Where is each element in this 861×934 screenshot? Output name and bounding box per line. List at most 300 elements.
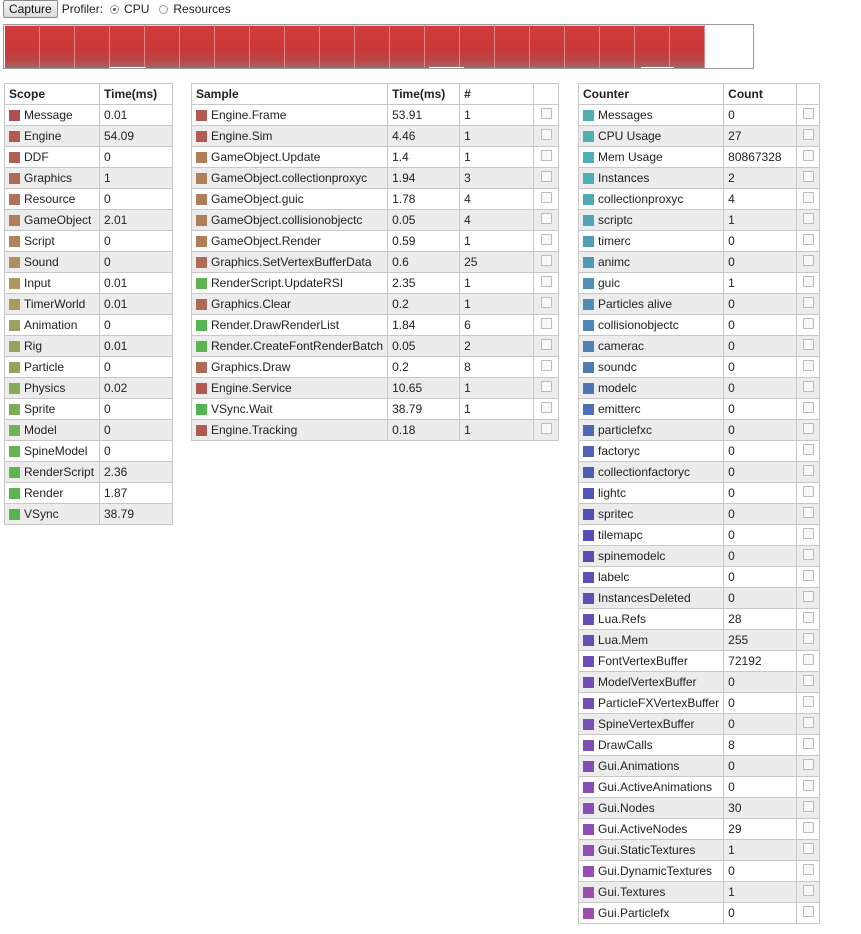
- sample-toggle-cell: [534, 168, 559, 189]
- color-swatch: [9, 131, 20, 142]
- frame-bar[interactable]: [215, 25, 249, 68]
- color-swatch: [9, 446, 20, 457]
- counter-count: 0: [724, 693, 797, 714]
- sample-name: Engine.Tracking: [211, 423, 298, 437]
- counter-count: 0: [724, 441, 797, 462]
- scope-row[interactable]: [5, 273, 173, 294]
- sample-time: 1.94: [388, 168, 460, 189]
- counter-toggle-cell: [797, 210, 820, 231]
- counter-name: spritec: [598, 507, 634, 521]
- capture-button[interactable]: Capture: [3, 0, 58, 18]
- scope-row[interactable]: [5, 168, 173, 189]
- scope-row[interactable]: [5, 126, 173, 147]
- counter-name: Gui.Animations: [598, 759, 680, 773]
- counter-toggle-checkbox[interactable]: [803, 360, 814, 371]
- counter-toggle-cell: [797, 672, 820, 693]
- counter-row[interactable]: [579, 756, 820, 777]
- sample-toggle-checkbox[interactable]: [541, 339, 552, 350]
- counter-count: 27: [724, 126, 797, 147]
- counter-name-cell: [579, 336, 724, 357]
- scope-time-header[interactable]: Time(ms): [100, 84, 173, 105]
- scope-row[interactable]: [5, 189, 173, 210]
- frame-bar[interactable]: [320, 25, 354, 68]
- color-swatch: [583, 530, 594, 541]
- sample-row[interactable]: [192, 189, 559, 210]
- color-swatch: [196, 110, 207, 121]
- sample-toggle-checkbox[interactable]: [541, 423, 552, 434]
- counter-toggle-checkbox[interactable]: [803, 276, 814, 287]
- color-swatch: [9, 257, 20, 268]
- frame-bar[interactable]: [390, 25, 424, 68]
- scope-time: 0: [100, 315, 173, 336]
- color-swatch: [583, 320, 594, 331]
- counter-toggle-checkbox[interactable]: [803, 150, 814, 161]
- counter-row[interactable]: [579, 168, 820, 189]
- scope-name: Rig: [24, 339, 43, 353]
- color-swatch: [583, 383, 594, 394]
- resources-radio[interactable]: [159, 5, 168, 14]
- counter-name: CPU Usage: [598, 129, 662, 143]
- counter-toggle-cell: [797, 630, 820, 651]
- sample-toggle-checkbox[interactable]: [541, 381, 552, 392]
- sample-name-cell: [192, 231, 388, 252]
- scope-row[interactable]: [5, 378, 173, 399]
- color-swatch: [583, 236, 594, 247]
- counter-toggle-checkbox[interactable]: [803, 864, 814, 875]
- scope-name-cell: [5, 231, 100, 252]
- counter-toggle-checkbox[interactable]: [803, 528, 814, 539]
- scope-name-cell: [5, 441, 100, 462]
- scope-time: 0: [100, 189, 173, 210]
- sample-row[interactable]: [192, 336, 559, 357]
- counter-toggle-checkbox[interactable]: [803, 885, 814, 896]
- scope-row[interactable]: [5, 105, 173, 126]
- sample-toggle-header: [534, 84, 559, 105]
- scope-name: Sound: [24, 255, 59, 269]
- frame-bar[interactable]: [40, 25, 74, 68]
- counter-toggle-checkbox[interactable]: [803, 402, 814, 413]
- frame-bar[interactable]: [600, 25, 634, 68]
- counter-count: 0: [724, 672, 797, 693]
- counter-row[interactable]: [579, 252, 820, 273]
- frame-time-graph[interactable]: [3, 24, 754, 69]
- sample-time: 1.84: [388, 315, 460, 336]
- sample-count-header[interactable]: #: [460, 84, 534, 105]
- frame-bar[interactable]: [355, 25, 389, 68]
- sample-row[interactable]: [192, 105, 559, 126]
- color-swatch: [583, 341, 594, 352]
- sample-name: Engine.Service: [211, 381, 292, 395]
- option-cpu[interactable]: [108, 2, 149, 16]
- counter-row[interactable]: [579, 714, 820, 735]
- cpu-radio[interactable]: [110, 5, 119, 14]
- sample-row[interactable]: [192, 315, 559, 336]
- scope-row[interactable]: [5, 294, 173, 315]
- sample-toggle-cell: [534, 252, 559, 273]
- counter-row[interactable]: [579, 420, 820, 441]
- counter-toggle-checkbox[interactable]: [803, 486, 814, 497]
- sample-row[interactable]: [192, 420, 559, 441]
- counter-name: Gui.Particlefx: [598, 906, 670, 920]
- frame-bar[interactable]: [425, 25, 459, 68]
- counter-toggle-checkbox[interactable]: [803, 465, 814, 476]
- color-swatch: [583, 866, 594, 877]
- frame-bar[interactable]: [250, 25, 284, 68]
- scope-row[interactable]: [5, 441, 173, 462]
- counter-toggle-cell: [797, 315, 820, 336]
- sample-row[interactable]: [192, 273, 559, 294]
- counter-name: Mem Usage: [598, 150, 663, 164]
- counter-toggle-checkbox[interactable]: [803, 129, 814, 140]
- scope-row[interactable]: [5, 504, 173, 525]
- frame-bar[interactable]: [285, 25, 319, 68]
- counter-name: ParticleFXVertexBuffer: [598, 696, 720, 710]
- counter-name: Gui.ActiveAnimations: [598, 780, 713, 794]
- counter-row[interactable]: [579, 336, 820, 357]
- counter-count-header[interactable]: Count: [724, 84, 797, 105]
- counter-toggle-checkbox[interactable]: [803, 759, 814, 770]
- counter-name-cell: [579, 378, 724, 399]
- sample-toggle-checkbox[interactable]: [541, 108, 552, 119]
- counter-toggle-checkbox[interactable]: [803, 612, 814, 623]
- counter-toggle-checkbox[interactable]: [803, 108, 814, 119]
- counter-toggle-checkbox[interactable]: [803, 213, 814, 224]
- counter-toggle-cell: [797, 882, 820, 903]
- sample-count: 6: [460, 315, 534, 336]
- color-swatch: [9, 173, 20, 184]
- counter-count: 30: [724, 798, 797, 819]
- scope-name: Model: [24, 423, 57, 437]
- frame-bar[interactable]: [670, 25, 704, 68]
- counter-row[interactable]: [579, 609, 820, 630]
- counter-header[interactable]: Counter: [579, 84, 724, 105]
- counter-toggle-checkbox[interactable]: [803, 591, 814, 602]
- counter-row[interactable]: [579, 525, 820, 546]
- sample-toggle-checkbox[interactable]: [541, 213, 552, 224]
- color-swatch: [9, 299, 20, 310]
- scope-row[interactable]: [5, 315, 173, 336]
- color-swatch: [583, 824, 594, 835]
- counter-row[interactable]: [579, 105, 820, 126]
- sample-toggle-checkbox[interactable]: [541, 276, 552, 287]
- counter-toggle-cell: [797, 273, 820, 294]
- counter-name: labelc: [598, 570, 630, 584]
- sample-header[interactable]: Sample: [192, 84, 388, 105]
- sample-row[interactable]: [192, 126, 559, 147]
- sample-row[interactable]: [192, 168, 559, 189]
- counter-row[interactable]: [579, 462, 820, 483]
- sample-time: 1.78: [388, 189, 460, 210]
- counter-row[interactable]: [579, 399, 820, 420]
- counter-name: spinemodelc: [598, 549, 666, 563]
- sample-toggle-checkbox[interactable]: [541, 129, 552, 140]
- scope-name: SpineModel: [24, 444, 88, 458]
- counter-row[interactable]: [579, 735, 820, 756]
- counter-name: collectionfactoryc: [598, 465, 691, 479]
- scope-name-cell: [5, 420, 100, 441]
- scope-row[interactable]: [5, 147, 173, 168]
- counter-name: collectionproxyc: [598, 192, 684, 206]
- scope-row[interactable]: [5, 483, 173, 504]
- counter-row[interactable]: [579, 777, 820, 798]
- counter-count: 1: [724, 840, 797, 861]
- counter-toggle-cell: [797, 651, 820, 672]
- scope-row[interactable]: [5, 357, 173, 378]
- counter-row[interactable]: [579, 693, 820, 714]
- counter-name-cell: [579, 231, 724, 252]
- option-resources[interactable]: [157, 2, 230, 16]
- counter-toggle-checkbox[interactable]: [803, 549, 814, 560]
- counter-name-cell: [579, 609, 724, 630]
- counter-row[interactable]: [579, 819, 820, 840]
- counter-toggle-checkbox[interactable]: [803, 297, 814, 308]
- scope-row[interactable]: [5, 336, 173, 357]
- counter-count: 0: [724, 777, 797, 798]
- counter-row[interactable]: [579, 798, 820, 819]
- counter-toggle-checkbox[interactable]: [803, 675, 814, 686]
- counter-name-cell: [579, 357, 724, 378]
- color-swatch: [196, 236, 207, 247]
- counter-toggle-checkbox[interactable]: [803, 381, 814, 392]
- color-swatch: [583, 656, 594, 667]
- sample-row[interactable]: [192, 231, 559, 252]
- counter-name: timerc: [598, 234, 631, 248]
- toolbar: [3, 0, 239, 18]
- counter-row[interactable]: [579, 147, 820, 168]
- counter-name-cell: [579, 126, 724, 147]
- counter-name: Messages: [598, 108, 653, 122]
- counter-row[interactable]: [579, 651, 820, 672]
- counter-name: emitterc: [598, 402, 641, 416]
- sample-row[interactable]: [192, 399, 559, 420]
- scope-row[interactable]: [5, 210, 173, 231]
- sample-row[interactable]: [192, 252, 559, 273]
- counter-name-cell: [579, 294, 724, 315]
- scope-name-cell: [5, 252, 100, 273]
- sample-time: 0.59: [388, 231, 460, 252]
- sample-count: 1: [460, 420, 534, 441]
- counter-row[interactable]: [579, 357, 820, 378]
- sample-time: 0.2: [388, 294, 460, 315]
- counter-toggle-checkbox[interactable]: [803, 318, 814, 329]
- sample-count: 1: [460, 399, 534, 420]
- counter-toggle-checkbox[interactable]: [803, 570, 814, 581]
- graph-tick: [429, 67, 464, 68]
- sample-toggle-checkbox[interactable]: [541, 297, 552, 308]
- counter-count: 0: [724, 861, 797, 882]
- frame-bar[interactable]: [180, 25, 214, 68]
- counter-toggle-checkbox[interactable]: [803, 633, 814, 644]
- scope-time: 0: [100, 420, 173, 441]
- scope-time: 0: [100, 252, 173, 273]
- frame-bar[interactable]: [635, 25, 669, 68]
- sample-toggle-cell: [534, 357, 559, 378]
- sample-count: 8: [460, 357, 534, 378]
- sample-toggle-cell: [534, 378, 559, 399]
- counter-toggle-checkbox[interactable]: [803, 444, 814, 455]
- counter-toggle-cell: [797, 756, 820, 777]
- sample-count: 3: [460, 168, 534, 189]
- frame-bar[interactable]: [460, 25, 494, 68]
- counter-name: animc: [598, 255, 631, 269]
- counter-toggle-checkbox[interactable]: [803, 654, 814, 665]
- sample-name: GameObject.collisionobjectc: [211, 213, 363, 227]
- counter-toggle-checkbox[interactable]: [803, 255, 814, 266]
- counter-count: 0: [724, 231, 797, 252]
- counter-toggle-cell: [797, 378, 820, 399]
- counter-name: Instances: [598, 171, 650, 185]
- frame-bar[interactable]: [145, 25, 179, 68]
- frame-divider: [704, 25, 705, 68]
- counter-toggle-checkbox[interactable]: [803, 339, 814, 350]
- counter-toggle-checkbox[interactable]: [803, 192, 814, 203]
- frame-bar[interactable]: [530, 25, 564, 68]
- sample-row[interactable]: [192, 210, 559, 231]
- counter-row[interactable]: [579, 483, 820, 504]
- sample-time: 0.18: [388, 420, 460, 441]
- counter-name-cell: [579, 399, 724, 420]
- counter-toggle-cell: [797, 777, 820, 798]
- counter-row[interactable]: [579, 504, 820, 525]
- sample-count: 4: [460, 210, 534, 231]
- counter-row[interactable]: [579, 231, 820, 252]
- scope-name: TimerWorld: [24, 297, 86, 311]
- counter-row[interactable]: [579, 441, 820, 462]
- sample-row[interactable]: [192, 357, 559, 378]
- sample-toggle-checkbox[interactable]: [541, 171, 552, 182]
- scope-time: 0: [100, 399, 173, 420]
- counter-row[interactable]: [579, 273, 820, 294]
- counter-name: modelc: [598, 381, 637, 395]
- counter-name: SpineVertexBuffer: [598, 717, 695, 731]
- counter-name-cell: [579, 504, 724, 525]
- counter-row[interactable]: [579, 378, 820, 399]
- scope-time: 0.02: [100, 378, 173, 399]
- counter-toggle-checkbox[interactable]: [803, 717, 814, 728]
- sample-toggle-cell: [534, 399, 559, 420]
- counter-toggle-checkbox[interactable]: [803, 171, 814, 182]
- frame-bar[interactable]: [5, 25, 39, 68]
- counter-row[interactable]: [579, 546, 820, 567]
- scope-time: 2.36: [100, 462, 173, 483]
- scope-row[interactable]: [5, 399, 173, 420]
- color-swatch: [583, 719, 594, 730]
- counter-row[interactable]: [579, 210, 820, 231]
- counter-row[interactable]: [579, 294, 820, 315]
- counter-toggle-cell: [797, 504, 820, 525]
- scope-row[interactable]: [5, 252, 173, 273]
- sample-name: GameObject.collectionproxyc: [211, 171, 368, 185]
- frame-bar[interactable]: [495, 25, 529, 68]
- counter-toggle-checkbox[interactable]: [803, 843, 814, 854]
- counter-row[interactable]: [579, 903, 820, 924]
- sample-row[interactable]: [192, 378, 559, 399]
- counter-name-cell: [579, 189, 724, 210]
- counter-name: guic: [598, 276, 621, 290]
- frame-bar[interactable]: [75, 25, 109, 68]
- counter-row[interactable]: [579, 840, 820, 861]
- counter-toggle-cell: [797, 420, 820, 441]
- sample-toggle-checkbox[interactable]: [541, 360, 552, 371]
- counter-row[interactable]: [579, 630, 820, 651]
- color-swatch: [9, 236, 20, 247]
- scope-time: 1.87: [100, 483, 173, 504]
- sample-toggle-checkbox[interactable]: [541, 234, 552, 245]
- sample-toggle-checkbox[interactable]: [541, 192, 552, 203]
- sample-toggle-checkbox[interactable]: [541, 150, 552, 161]
- counter-count: 0: [724, 567, 797, 588]
- counter-toggle-checkbox[interactable]: [803, 696, 814, 707]
- scope-row[interactable]: [5, 462, 173, 483]
- counter-name: factoryc: [598, 444, 641, 458]
- scope-name: Physics: [24, 381, 66, 395]
- scope-row[interactable]: [5, 420, 173, 441]
- counter-toggle-checkbox[interactable]: [803, 801, 814, 812]
- counter-row[interactable]: [579, 126, 820, 147]
- counter-count: 80867328: [724, 147, 797, 168]
- counter-row[interactable]: [579, 588, 820, 609]
- sample-toggle-checkbox[interactable]: [541, 402, 552, 413]
- counter-toggle-checkbox[interactable]: [803, 507, 814, 518]
- scope-time: 0: [100, 357, 173, 378]
- counter-toggle-cell: [797, 105, 820, 126]
- scope-name: Animation: [24, 318, 78, 332]
- sample-count: 1: [460, 231, 534, 252]
- counter-toggle-cell: [797, 546, 820, 567]
- counter-toggle-checkbox[interactable]: [803, 906, 814, 917]
- sample-table: [191, 83, 559, 441]
- sample-name: Graphics.SetVertexBufferData: [211, 255, 372, 269]
- counter-row[interactable]: [579, 861, 820, 882]
- scope-header[interactable]: Scope: [5, 84, 100, 105]
- color-swatch: [583, 677, 594, 688]
- sample-toggle-checkbox[interactable]: [541, 255, 552, 266]
- counter-toggle-cell: [797, 567, 820, 588]
- sample-name-cell: [192, 210, 388, 231]
- frame-bar[interactable]: [565, 25, 599, 68]
- counter-row[interactable]: [579, 315, 820, 336]
- counter-name-cell: [579, 735, 724, 756]
- counter-toggle-checkbox[interactable]: [803, 738, 814, 749]
- color-swatch: [9, 362, 20, 373]
- counter-row[interactable]: [579, 567, 820, 588]
- sample-toggle-checkbox[interactable]: [541, 318, 552, 329]
- counter-row[interactable]: [579, 189, 820, 210]
- counter-row[interactable]: [579, 672, 820, 693]
- counter-toggle-checkbox[interactable]: [803, 234, 814, 245]
- sample-toggle-cell: [534, 126, 559, 147]
- sample-time-header[interactable]: Time(ms): [388, 84, 460, 105]
- color-swatch: [583, 299, 594, 310]
- sample-row[interactable]: [192, 294, 559, 315]
- color-swatch: [196, 131, 207, 142]
- counter-row[interactable]: [579, 882, 820, 903]
- sample-row[interactable]: [192, 147, 559, 168]
- frame-bar[interactable]: [110, 25, 144, 68]
- counter-toggle-checkbox[interactable]: [803, 423, 814, 434]
- scope-row[interactable]: [5, 231, 173, 252]
- color-swatch: [583, 740, 594, 751]
- counter-count: 0: [724, 420, 797, 441]
- sample-name-cell: [192, 105, 388, 126]
- counter-toggle-checkbox[interactable]: [803, 822, 814, 833]
- sample-name: GameObject.Render: [211, 234, 322, 248]
- scope-time: 0: [100, 147, 173, 168]
- color-swatch: [196, 257, 207, 268]
- scope-time: 0: [100, 231, 173, 252]
- counter-toggle-checkbox[interactable]: [803, 780, 814, 791]
- color-swatch: [196, 173, 207, 184]
